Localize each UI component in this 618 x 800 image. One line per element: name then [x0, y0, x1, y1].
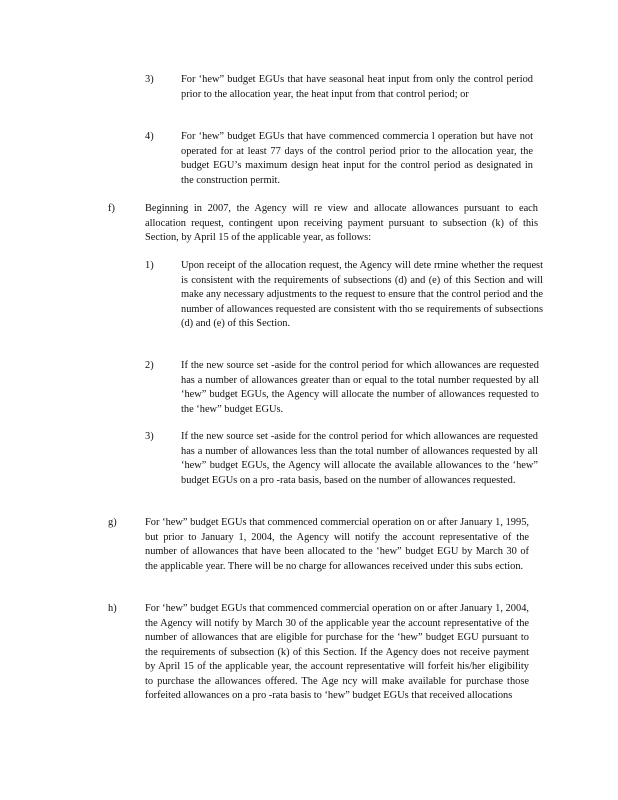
- paragraph-text: For ‘hew” budget EGUs that have commenced commercia l operation but have not operated for at least 77 days of the control period prior to the allocation year, the budget EGU’s maximum design heat input for the control period as designated in the construction permit.: [181, 131, 533, 186]
- paragraph-text: Beginning in 2007, the Agency will re view and allocate allowances pursuant to each allocation request, contingent upon receiving payment pursuant to subsection (k) of this Section, by April 15 of the applicable year, as follows:: [145, 203, 538, 243]
- paragraph-text: If the new source set -aside for the control period for which allowances are requested has a number of allowances less than the total number of allowances requested by all ‘hew” budget EGUs, the Agency will allocate the available allowances to the ‘hew” budget EGUs on a pro -rata basis, based on the number of allowances requested.: [181, 431, 538, 486]
- paragraph-label: 3): [145, 74, 154, 85]
- paragraph-label: 1): [145, 260, 154, 271]
- paragraph-label: h): [108, 603, 117, 614]
- paragraph-label: 4): [145, 131, 154, 142]
- paragraph-text: For ‘hew” budget EGUs that commenced commercial operation on or after January 1, 2004, the Agency will notify by March 30 of the applicable year the account representative of the number of allowances that are eligible for purchase for the ‘hew” budget EGU pursuant to the requirements of subsection (k) of this Section. If the Agency does not receive payment by April 15 of the applicable year, the account representative will forfeit his/her eligibility to purchase the allowances offered. The Age ncy will make available for purchase those forfeited allowances on a pro -rata basis to ‘hew” budget EGUs that received allocations: [145, 603, 529, 701]
- paragraph-label: f): [108, 203, 115, 214]
- paragraph-text: For ‘hew” budget EGUs that commenced commercial operation on or after January 1, 1995, but prior to January 1, 2004, the Agency will notify the account representative of the number of allowances that have been allocated to the ‘hew” budget EGU by March 30 of the applicable year. There will be no charge for allowances received under this subs ection.: [145, 517, 529, 572]
- paragraph-text: Upon receipt of the allocation request, the Agency will dete rmine whether the request is consistent with the requirements of subsections (d) and (e) of this Section and will make any necessary adjustments to the request to ensure that the control period and the number of allowances requested are consistent with tho se requirements of subsections (d) and (e) of this Section.: [181, 260, 543, 329]
- paragraph-label: 3): [145, 431, 154, 442]
- paragraph-text: For ‘hew” budget EGUs that have seasonal heat input from only the control period prior to the allocation year, the heat input from that control period; or: [181, 74, 533, 100]
- paragraph-text: If the new source set -aside for the control period for which allowances are requested has a number of allowances greater than or equal to the total number requested by all ‘hew” budget EGUs, the Agency will allocate the number of allowances requested to the ‘hew” budget EGUs.: [181, 360, 539, 415]
- paragraph-label: 2): [145, 360, 154, 371]
- paragraph-label: g): [108, 517, 117, 528]
